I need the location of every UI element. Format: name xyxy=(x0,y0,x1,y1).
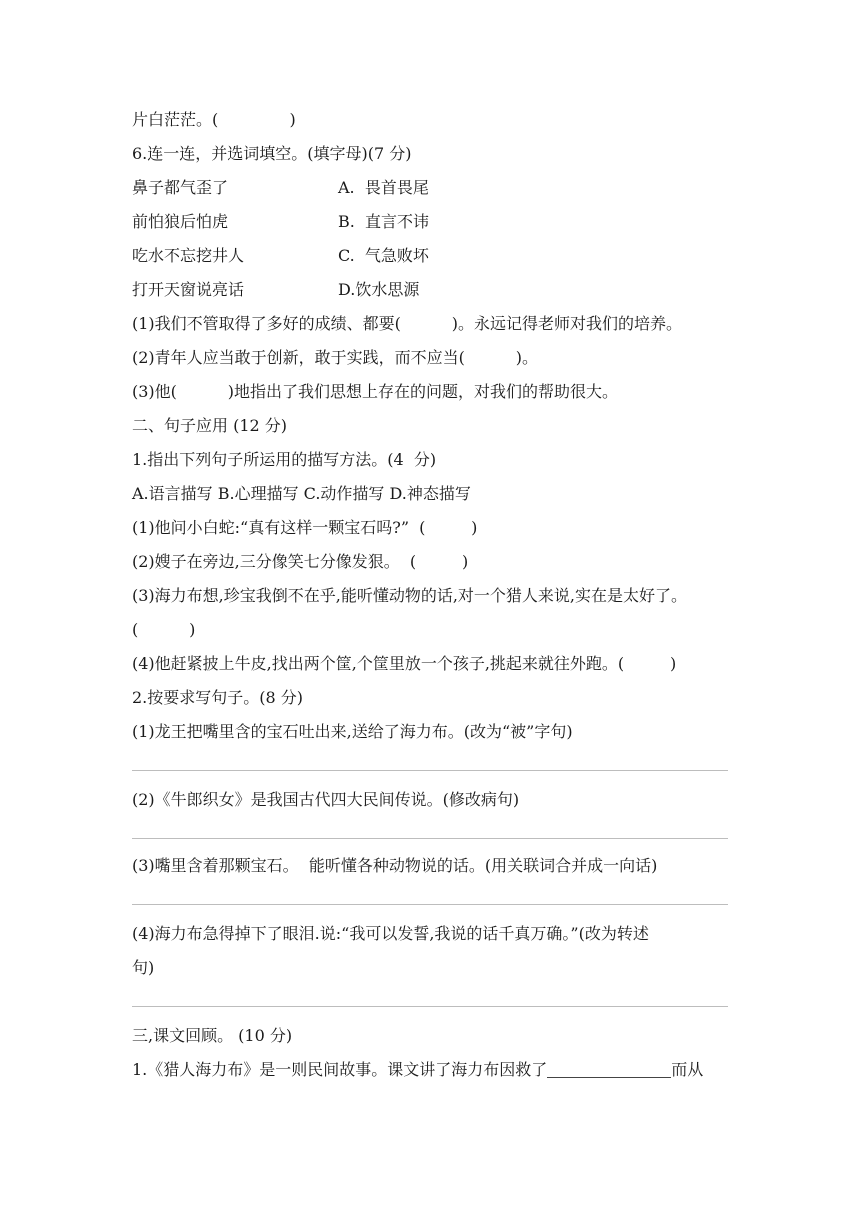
sentence-3-answer: ( ) xyxy=(132,620,196,639)
question-1-heading: 1.指出下列句子所运用的描写方法。(4 分) xyxy=(132,450,437,469)
rewrite-4-prompt: (4)海力布急得掉下了眼泪.说:“我可以发誓,我说的话千真万确。”(改为转述 xyxy=(132,924,649,943)
rewrite-4-prompt-cont: 句) xyxy=(132,958,155,977)
recall-question-1 xyxy=(132,1060,703,1080)
sentence-1: (1)他问小白蛇:“真有这样一颗宝石吗?” ( ) xyxy=(132,518,478,537)
rewrite-2-prompt: (2)《牛郎织女》是我国古代四大民间传说。(修改病句) xyxy=(132,790,520,809)
answer-line-3[interactable] xyxy=(132,904,728,905)
section-3-heading: 三,课文回顾。 (10 分) xyxy=(132,1026,293,1045)
match-right-d: D.饮水思源 xyxy=(338,280,420,299)
question-2-heading: 2.按要求写句子。(8 分) xyxy=(132,688,304,707)
sentence-2: (2)嫂子在旁边,三分像笑七分像发狠。 ( ) xyxy=(132,552,469,571)
sentence-3: (3)海力布想,珍宝我倒不在乎,能听懂动物的话,对一个猎人来说,实在是太好了。 xyxy=(132,586,688,605)
answer-line-2[interactable] xyxy=(132,838,728,839)
match-left-3: 吃水不忘挖井人 xyxy=(132,246,245,265)
match-left-4: 打开天窗说亮话 xyxy=(132,280,245,299)
match-right-a: A. 畏首畏尾 xyxy=(338,178,429,197)
rewrite-3-prompt: (3)嘴里含着那颗宝石。 能听懂各种动物说的话。(用关联词合并成一向话) xyxy=(132,856,658,875)
fill-blank-2: (2)青年人应当敢于创新，敢于实践，而不应当( )。 xyxy=(132,348,539,367)
question-6-heading: 6.连一连，并选词填空。(填字母)(7 分) xyxy=(132,144,412,163)
fill-blank-underline[interactable] xyxy=(547,1061,671,1078)
recall-question-1-tail: 而从 xyxy=(671,1060,704,1079)
sentence-4: (4)他赶紧披上牛皮,找出两个筐,个筐里放一个孩子,挑起来就往外跑。( ) xyxy=(132,654,677,673)
answer-line-4[interactable] xyxy=(132,1006,728,1007)
rewrite-1-prompt: (1)龙王把嘴里含的宝石吐出来,送给了海力布。(改为“被”字句) xyxy=(132,722,573,741)
match-right-c: C. 气急败坏 xyxy=(338,246,429,265)
line-continuation: 片白茫茫。( ) xyxy=(132,110,296,129)
match-left-2: 前怕狼后怕虎 xyxy=(132,212,229,231)
fill-blank-1: (1)我们不管取得了多好的成绩、都要( )。永远记得老师对我们的培养。 xyxy=(132,314,683,333)
section-2-heading: 二、句子应用 (12 分) xyxy=(132,416,288,435)
match-left-1: 鼻子都气歪了 xyxy=(132,178,229,197)
match-right-b: B. 直言不讳 xyxy=(338,212,430,231)
recall-question-1-text: 1.《猎人海力布》是一则民间故事。课文讲了海力布因救了 xyxy=(132,1060,548,1079)
fill-blank-3: (3)他( )地指出了我们思想上存在的问题，对我们的帮助很大。 xyxy=(132,382,619,401)
options-line: A.语言描写 B.心理描写 C.动作描写 D.神态描写 xyxy=(132,484,471,503)
answer-line-1[interactable] xyxy=(132,770,728,771)
